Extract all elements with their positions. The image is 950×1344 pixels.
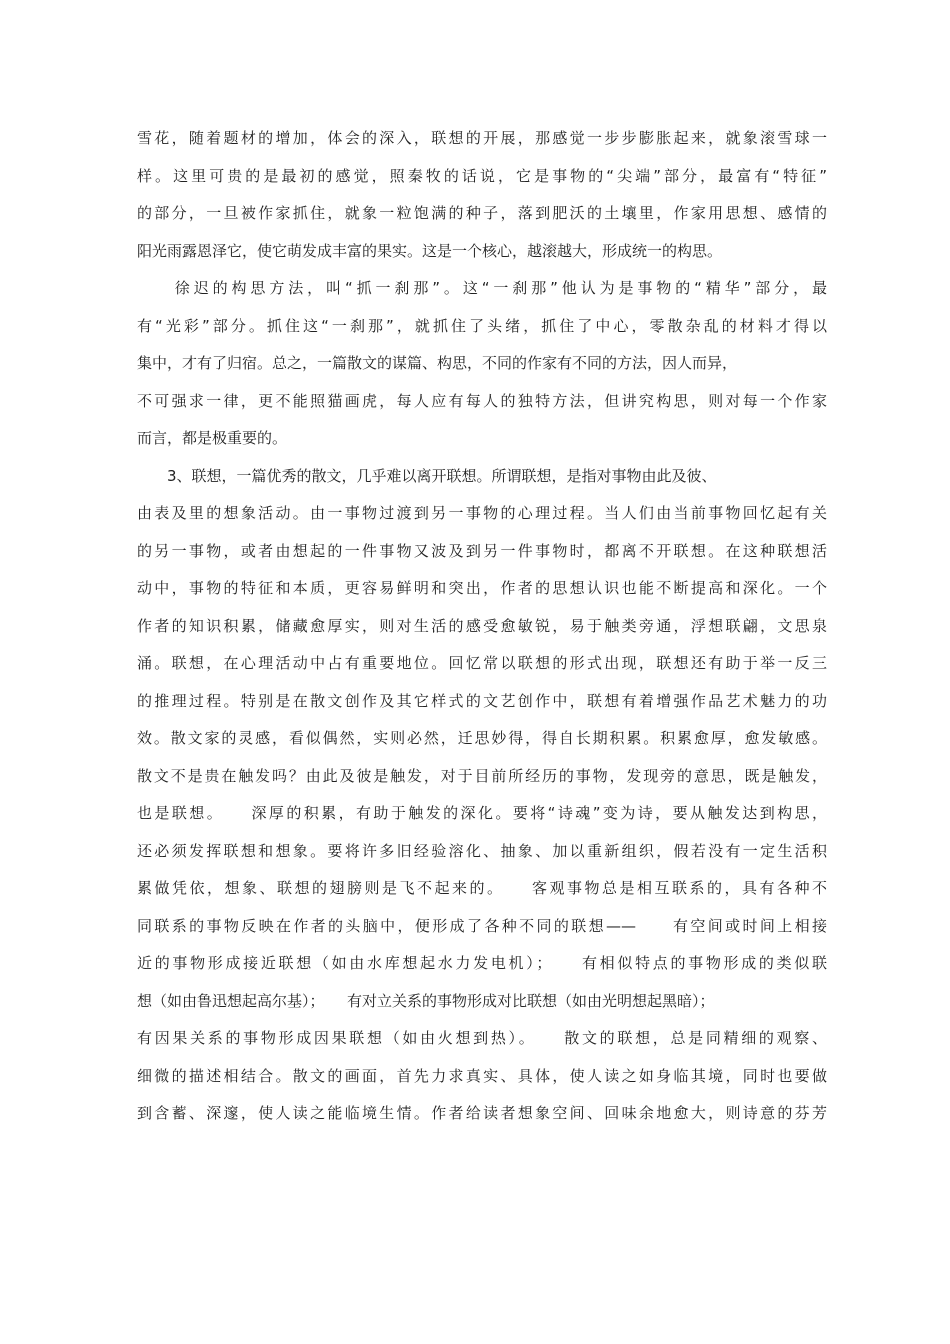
text-line: 而言，都是极重要的。 <box>137 429 288 447</box>
text-line: 的推理过程。特别是在散文创作及其它样式的文艺创作中，联想有着增强作品艺术魅力的功 <box>137 691 827 710</box>
text-line: 的另一事物，或者由想起的一件事物又波及到另一件事物时，都离不开联想。在这种联想活 <box>137 541 827 560</box>
text-line: 累做凭依，想象、联想的翅膀则是飞不起来的。 客观事物总是相互联系的，具有各种不 <box>137 879 827 897</box>
text-line: 作者的知识积累，储藏愈厚实，则对生活的感受愈敏锐，易于触类旁通，浮想联翩，文思泉 <box>137 616 827 635</box>
text-line: 细微的描述相结合。散文的画面，首先力求真实、具体，使人读之如身临其境，同时也要做 <box>137 1066 827 1085</box>
text-line: 效。散文家的灵感，看似偶然，实则必然，迁思妙得，得自长期积累。积累愈厚，愈发敏感。 <box>137 729 827 747</box>
text-line: 近的事物形成接近联想（如由水库想起水力发电机）； 有相似特点的事物形成的类似联 <box>137 954 827 972</box>
text-line: 散文不是贵在触发吗？由此及彼是触发，对于目前所经历的事物，发现旁的意思，既是触发， <box>137 766 827 785</box>
text-line: 3、联想，一篇优秀的散文，几乎难以离开联想。所谓联想，是指对事物由此及彼、 <box>137 466 717 485</box>
text-line: 阳光雨露恩泽它，使它萌发成丰富的果实。这是一个核心，越滚越大，形成统一的构思。 <box>137 241 723 260</box>
text-line: 样。这里可贵的是最初的感觉，照秦牧的话说，它是事物的“尖端”部分，最富有“特征” <box>137 166 827 185</box>
text-line: 同联系的事物反映在作者的头脑中，便形成了各种不同的联想—— 有空间或时间上相接 <box>137 916 827 935</box>
text-line: 动中，事物的特征和本质，更容易鲜明和突出，作者的思想认识也能不断提高和深化。一个 <box>137 579 827 597</box>
text-line: 徐迟的构思方法，叫“抓一刹那”。这“一刹那”他认为是事物的“精华”部分，最 <box>137 279 827 297</box>
text-line: 雪花，随着题材的增加，体会的深入，联想的开展，那感觉一步步膨胀起来，就象滚雪球一 <box>137 129 827 147</box>
text-line: 由表及里的想象活动。由一事物过渡到另一事物的心理过程。当人们由当前事物回忆起有关 <box>137 504 827 522</box>
text-line: 的部分，一旦被作家抓住，就象一粒饱满的种子，落到肥沃的土壤里，作家用思想、感情的 <box>137 204 827 222</box>
text-line: 有“光彩”部分。抓住这“一刹那”，就抓住了头绪，抓住了中心，零散杂乱的材料才得以 <box>137 316 827 335</box>
text-line: 也是联想。 深厚的积累，有助于触发的深化。要将“诗魂”变为诗，要从触发达到构思， <box>137 804 827 822</box>
text-line: 到含蓄、深邃，使人读之能临境生情。作者给读者想象空间、回味余地愈大，则诗意的芬芳 <box>137 1104 827 1122</box>
text-line: 有因果关系的事物形成因果联想（如由火想到热）。 散文的联想，总是同精细的观察、 <box>137 1029 827 1047</box>
text-line: 集中，才有了归宿。总之，一篇散文的谋篇、构思，不同的作家有不同的方法，因人而异， <box>137 354 738 372</box>
text-line: 还必须发挥联想和想象。要将许多旧经验溶化、抽象、加以重新组织，假若没有一定生活积 <box>137 841 827 860</box>
text-line: 不可强求一律，更不能照猫画虎，每人应有每人的独特方法，但讲究构思，则对每一个作家 <box>137 391 827 410</box>
body-text <box>137 120 827 1133</box>
text-line: 涌。联想，在心理活动中占有重要地位。回忆常以联想的形式出现，联想还有助于举一反三 <box>137 654 827 672</box>
text-line: 想（如由鲁迅想起高尔基）； 有对立关系的事物形成对比联想（如由光明想起黑暗）； <box>137 991 715 1010</box>
